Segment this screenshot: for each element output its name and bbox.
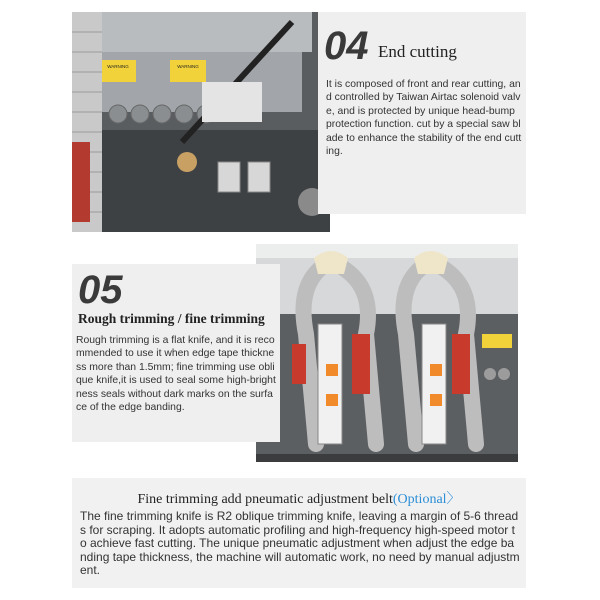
pneumatic-adjustment-description: The fine trimming knife is R2 oblique trimming knife, leaving a margin of 5-6 threads for scraping. It adopts automatic profiling and high-frequency high-speed motor to achieve fast cutting. The unique pneumatic adjustment when adjust the edge banding tape thickness, the machine will automatic work, no need by manual adjustment. [80, 509, 520, 577]
section-number-04: 04 [324, 24, 369, 68]
trimming-description: Rough trimming is a flat knife, and it is recommended to use it when edge tape thickness more than 1.5mm; fine trimming use oblique knife,it is used to seal some high-brightness seals without dark marks on the surface of the edge banding. [76, 335, 276, 414]
end-cutting-machine-photo [72, 12, 330, 232]
warning-label-right: WARNING [177, 64, 199, 69]
pneumatic-adjustment-title-text: Fine trimming add pneumatic adjustment belt [137, 492, 393, 507]
trimming-machine-photo [256, 244, 518, 462]
section-number-05: 05 [78, 268, 123, 312]
trimming-card [72, 264, 280, 442]
end-cutting-title: End cutting [378, 42, 457, 61]
warning-label-left: WARNING [107, 64, 129, 69]
trimming-machine-illustration [256, 244, 518, 462]
end-cutting-machine-illustration [72, 12, 330, 232]
end-cutting-card [318, 12, 526, 214]
end-cutting-description: It is composed of front and rear cutting, and controlled by Taiwan Airtac solenoid valve, and is protected by unique head-bump protection function. cut by a special saw blade to enhance the stability of the end cutting. [326, 79, 522, 158]
pneumatic-adjustment-box [72, 478, 526, 588]
optional-tag: (Optional〉 [392, 492, 461, 507]
pneumatic-adjustment-title [72, 488, 526, 508]
trimming-title: Rough trimming / fine trimming [78, 311, 265, 326]
